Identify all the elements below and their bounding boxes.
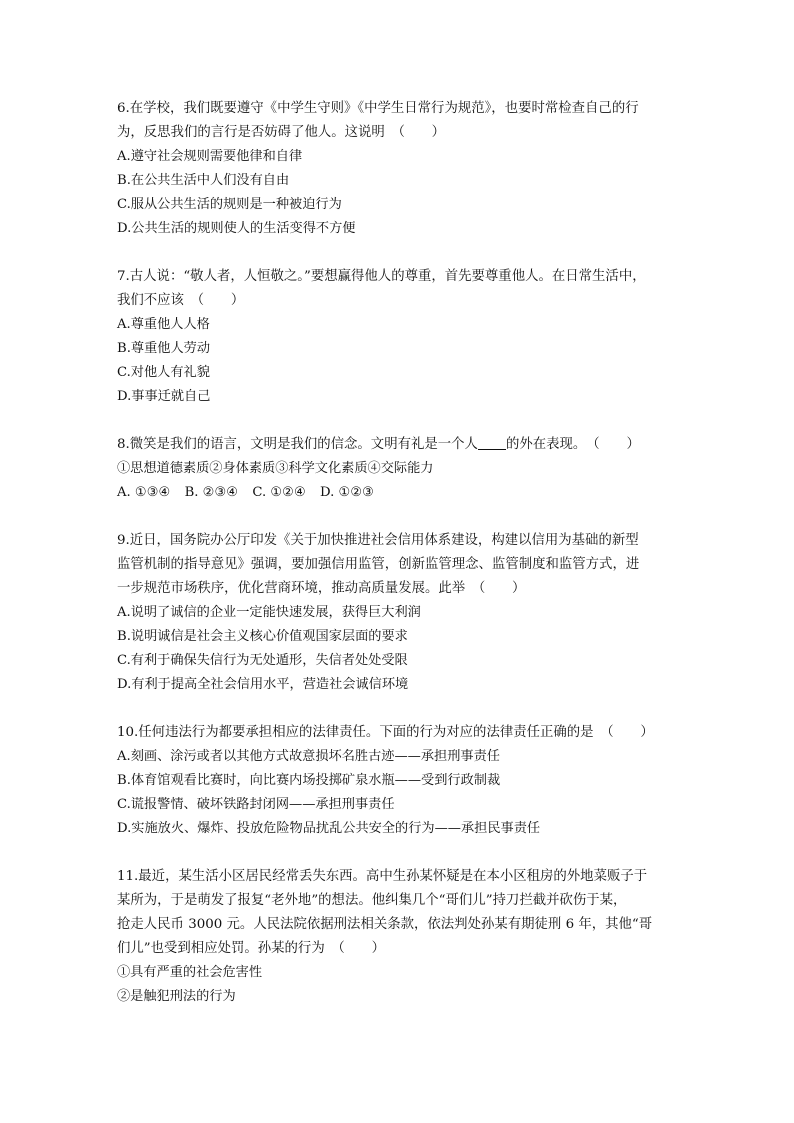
question-9 [117, 529, 677, 697]
option-a: A.刻画、涂污或者以其他方式故意损坏名胜古迹——承担刑事责任 [117, 749, 500, 764]
stem-before-blank: 8.微笑是我们的语言，文明是我们的信念。文明有礼是一个人 [117, 437, 478, 452]
question-stem-line [117, 433, 677, 457]
option-c: C. ①②④ [252, 485, 306, 500]
option-d: D. ①②③ [320, 485, 374, 500]
inline-options [117, 481, 677, 505]
question-stem-line: 某所为，于是萌发了报复“老外地”的想法。他纠集几个“哥们儿”持刀拦截并砍伤于某， [117, 893, 627, 908]
option-b: B.说明诚信是社会主义核心价值观国家层面的要求 [117, 629, 408, 644]
question-stem-line: 为，反思我们的言行是否妨碍了他人。这说明 （ ） [117, 125, 446, 140]
option-b: B.在公共生活中人们没有自由 [117, 173, 290, 188]
option-d: D.事事迁就自己 [117, 389, 211, 404]
option-a: A.说明了诚信的企业一定能快速发展，获得巨大利润 [117, 605, 421, 620]
question-stem-line: 10.任何违法行为都要承担相应的法律责任。下面的行为对应的法律责任正确的是 （ ） [117, 725, 654, 740]
option-b: B.尊重他人劳动 [117, 341, 211, 356]
option-d: D.公共生活的规则使人的生活变得不方便 [117, 221, 356, 236]
option-c: C.服从公共生活的规则是一种被迫行为 [117, 197, 342, 212]
stem-after-blank: 的外在表现。 （ ） [505, 437, 640, 452]
statement-1: ①具有严重的社会危害性 [117, 965, 263, 980]
fill-blank [478, 435, 506, 450]
question-10 [117, 721, 677, 841]
question-6 [117, 97, 677, 241]
option-c: C.对他人有礼貌 [117, 365, 210, 380]
option-d: D.实施放火、爆炸、投放危险物品扰乱公共安全的行为——承担民事责任 [117, 821, 541, 836]
question-8 [117, 433, 677, 505]
question-sub-line: ①思想道德素质②身体素质③科学文化素质④交际能力 [117, 461, 434, 476]
question-stem-line: 一步规范市场秩序，优化营商环境，推动高质量发展。此举 （ ） [117, 581, 526, 596]
option-a: A. ①③④ [117, 485, 171, 500]
exam-page [117, 97, 677, 1033]
option-c: C.有利于确保失信行为无处遁形，失信者处处受限 [117, 653, 408, 668]
option-c: C.谎报警情、破坏铁路封闭网——承担刑事责任 [117, 797, 395, 812]
question-stem-line: 11.最近，某生活小区居民经常丢失东西。高中生孙某怀疑是在本小区租房的外地菜贩子于 [117, 869, 648, 884]
option-d: D.有利于提高全社会信用水平，营造社会诚信环境 [117, 677, 409, 692]
question-stem-line: 抢走人民币 3000 元。人民法院依据刑法相关条款，依法判处孙某有期徒刑 6 年，其他“哥 [117, 917, 653, 932]
option-a: A.尊重他人人格 [117, 317, 210, 332]
option-b: B. ②③④ [184, 485, 239, 500]
statement-2: ②是触犯刑法的行为 [117, 989, 236, 1004]
question-stem-line: 们儿”也受到相应处罚。孙某的行为 （ ） [117, 941, 385, 956]
question-stem-line: 6.在学校，我们既要遵守《中学生守则》《中学生日常行为规范》，也要时常检查自己的行 [117, 101, 639, 116]
question-stem-line: 我们不应该 （ ） [117, 293, 245, 308]
question-stem-line: 7.古人说：“敬人者，人恒敬之。”要想赢得他人的尊重，首先要尊重他人。在日常生活中， [117, 269, 646, 284]
question-stem-line: 9.近日，国务院办公厅印发《关于加快推进社会信用体系建设，构建以信用为基础的新型 [117, 533, 639, 548]
option-a: A.遵守社会规则需要他律和自律 [117, 149, 303, 164]
question-stem-line: 监管机制的指导意见》强调，要加强信用监管，创新监管理念、监管制度和监管方式，进 [117, 557, 640, 572]
question-7 [117, 265, 677, 409]
question-11 [117, 865, 677, 1009]
option-b: B.体育馆观看比赛时，向比赛内场投掷矿泉水瓶——受到行政制裁 [117, 773, 501, 788]
